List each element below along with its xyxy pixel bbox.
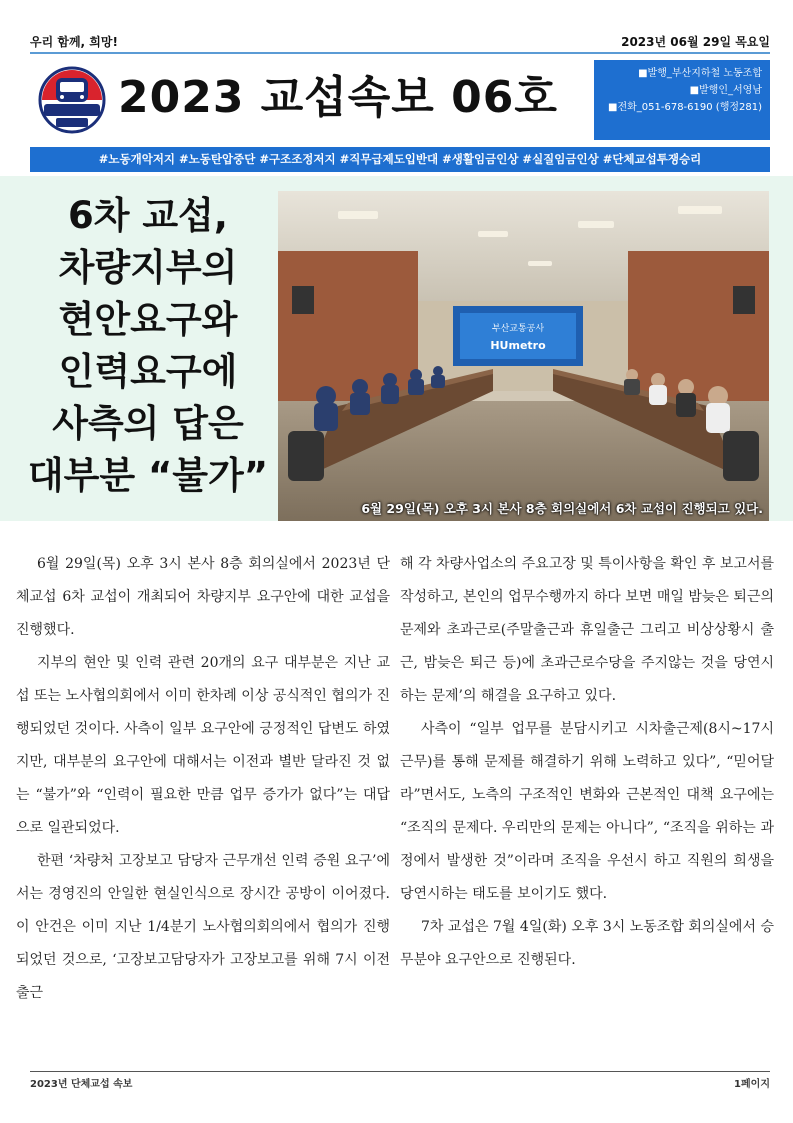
screen-title: 부산교통공사 bbox=[491, 324, 545, 334]
article-paragraph: 한편 ‘차량처 고장보고 담당자 근무개선 인력 증원 요구’에서는 경영진의 안일한 현실인식으로 장시간 공방이 이어졌다. 이 안건은 이미 지난 1/4분기 노사협의회의에서 협의가 진행되었던 것으로, ‘고장보고담당자가 고장보고를 위해 7시 이전 출근 bbox=[16, 853, 390, 1001]
headline-line: 현안요구와 bbox=[58, 298, 238, 341]
headline-line: 6차 교섭, bbox=[68, 194, 228, 237]
slogan: 우리 함께, 희망! bbox=[30, 34, 118, 49]
article-column-left bbox=[16, 548, 390, 1010]
meeting-photo bbox=[278, 191, 769, 521]
article-column-right bbox=[400, 548, 774, 977]
article-paragraph-continued: 해 각 차량사업소의 주요고장 및 특이사항을 확인 후 보고서를 작성하고, 본인의 업무수행까지 하다 보면 매일 밤늦은 퇴근의 문제와 초과근로(주말출근과 휴일출근 그리고 비상상황시 출근, 밤늦은 퇴근 등)에 초과근로수당을 주지않는 것을 당연시 하는 문제’의 해결을 요구하고 있다. bbox=[400, 556, 774, 704]
masthead-title: 2023 교섭속보 06호 bbox=[118, 72, 558, 123]
union-logo-icon bbox=[38, 66, 106, 134]
footer-publication: 2023년 단체교섭 속보 bbox=[30, 1079, 133, 1090]
headline bbox=[22, 190, 274, 502]
union-logo bbox=[38, 66, 106, 134]
article-paragraph: 지부의 현안 및 인력 관련 20개의 요구 대부분은 지난 교섭 또는 노사협의회에서 이미 한차례 이상 공식적인 협의가 진행되었던 것이다. 사측이 일부 요구안에 긍정적인 답변도 하였지만, 대부분의 요구안에 대해서는 이전과 별반 달라진 것 없는 “불가”와 “인력이 필요한 만큼 업무 증가가 없다”는 대답으로 일관되었다. bbox=[16, 655, 390, 836]
page-footer bbox=[30, 1071, 770, 1093]
publisher-box bbox=[594, 60, 770, 140]
hashtag-banner: #노동개악저지 #노동탄압중단 #구조조정저지 #직무급제도입반대 #생활임금인상 #실질임금인상 #단체교섭투쟁승리 bbox=[30, 147, 770, 172]
screen-brand: HUmetro bbox=[490, 339, 546, 352]
headline-line: 인력요구에 bbox=[58, 350, 238, 393]
headline-line: 대부분 “불가” bbox=[27, 454, 269, 497]
article-paragraph: 7차 교섭은 7월 4일(화) 오후 3시 노동조합 회의실에서 승무분야 요구안으로 진행된다. bbox=[400, 919, 774, 968]
publisher-line: ■발행_부산지하철 노동조합 bbox=[638, 68, 762, 79]
photo-caption: 6월 29일(목) 오후 3시 본사 8층 회의실에서 6차 교섭이 진행되고 있다. bbox=[361, 501, 763, 516]
page-number: 1페이지 bbox=[734, 1079, 770, 1090]
publisher-line: ■발행인_서영남 bbox=[689, 85, 762, 96]
headline-section bbox=[0, 176, 793, 521]
issue-date: 2023년 06월 29일 목요일 bbox=[621, 34, 770, 49]
article-paragraph: 6월 29일(목) 오후 3시 본사 8층 회의실에서 2023년 단체교섭 6차 교섭이 개최되어 차량지부 요구안에 대한 교섭을 진행했다. bbox=[16, 556, 390, 638]
meeting-room-illustration bbox=[278, 191, 769, 521]
headline-line: 차량지부의 bbox=[58, 246, 238, 289]
article-paragraph: 사측이 “일부 업무를 분담시키고 시차출근제(8시~17시 근무)를 통해 문제를 해결하기 위해 노력하고 있다”, “믿어달라”면서도, 노측의 구조적인 변화와 근본적인 대책 요구에는 “조직의 문제다. 우리만의 문제는 아니다”, “조직을 위하는 과정에서 발생한 것”이라며 조직을 우선시 하고 직원의 희생을 당연시하는 태도를 보이기도 했다. bbox=[400, 721, 774, 902]
publisher-line: ■전화_051-678-6190 (행정281) bbox=[608, 102, 762, 113]
headline-line: 사측의 답은 bbox=[52, 402, 244, 445]
top-bar bbox=[30, 30, 770, 54]
